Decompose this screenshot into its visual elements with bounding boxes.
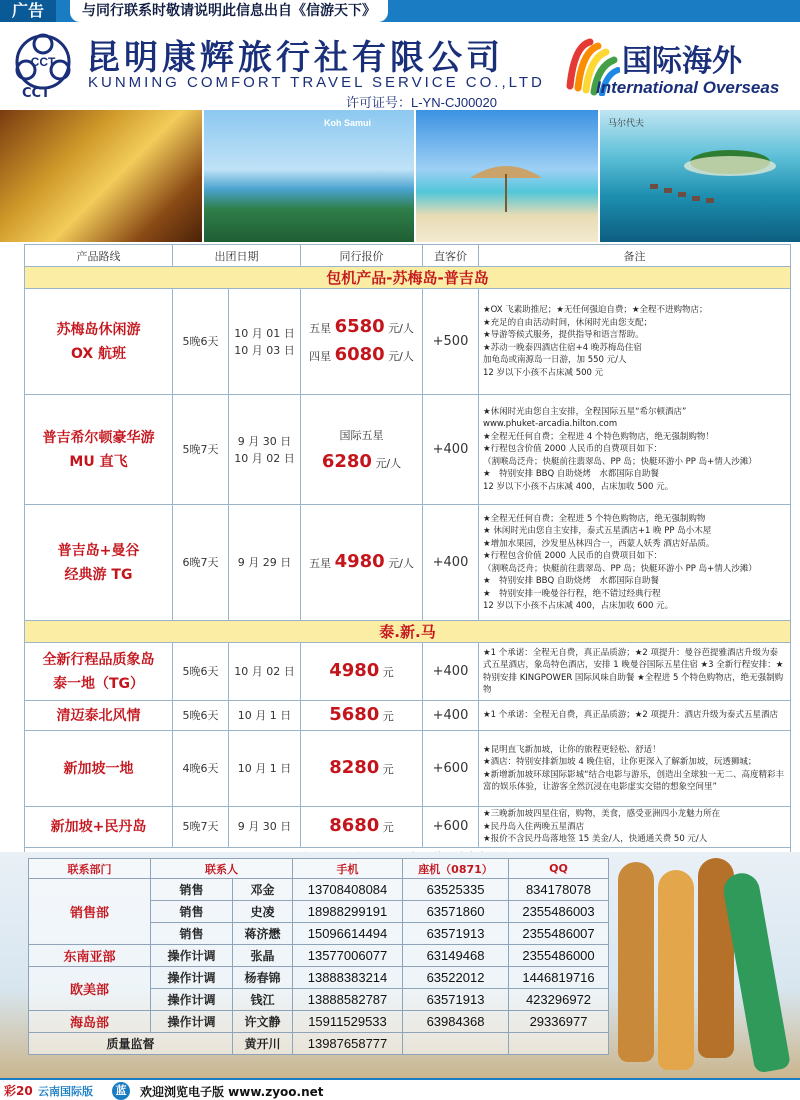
contact-phone: 63571860 [403,901,509,923]
table-row [25,643,791,701]
route-name: 普吉岛+曼谷 经典游 TG [25,505,173,621]
trade-price: 五星 6580 元/人 四星 6080 元/人 [301,289,423,395]
col-header-route: 产品路线 [25,245,173,267]
tour-notes: ★昆明直飞新加坡，让你的旅程更轻松、舒适！ ★酒店：特别安排新加坡 4 晚住宿，让你更深入了解新加坡，玩透狮城； ★新增新加坡环球国际影城“结合电影与游乐，创造出全球独一无二、高度精彩丰富的娱乐体验，让游客全然沉浸在电影虚实交错的想象空间里” [479,731,791,807]
island-icon [640,140,780,210]
contact-col-qq: QQ [509,859,609,879]
tour-notes: ★全程无任何自费；全程进 5 个特色购物店，绝无强制购物 ★ 休闲时光由您自主安排，泰式五星酒店+1 晚 PP 岛小木屋 ★增加水果园，沙发里丛林四合一，西蒙人妖秀 酒店好品质。 ★行程包含价值 2000 人民币的自费项目如下： （割喉岛泛舟；快艇前往翡翠岛、PP 岛；快艇环游小 PP 岛+情人沙滩） ★ 特别安排 BBQ 自助烧烤 水都国际自助餐 ★ 特别安排一晚曼谷行程，绝不错过经典行程 12 岁以下小孩不占床减 400，占床加收 600 元。 [479,505,791,621]
photo-maldives [600,110,800,242]
contact-phone: 63149468 [403,945,509,967]
direct-price: +400 [423,395,479,505]
contact-col-dept: 联系部门 [29,859,151,879]
col-header-notes: 备注 [479,245,791,267]
tour-notes: ★OX 飞素助推尼；★无任何强迫自费；★全程不进购物店； ★充足的自由活动时间，休闲时光由您支配； ★导游等候式服务，提供指导和语言帮助。 ★苏动一晚泰四酒店住宿+4 晚苏梅岛住宿 加龟岛或南源岛一日游，加 550 元/人 12 岁以下小孩不占床减 500 元 [479,289,791,395]
col-header-direct-price: 直客价 [423,245,479,267]
tour-notes: ★三晚新加坡四星住宿，购物，美食，感受亚洲四小龙魅力所在 ★民丹岛入住两晚五星酒店 ★报价不含民丹岛落地签 15 美金/人，快通通关费 50 元/人 [479,807,791,848]
photo-watermark: 马尔代夫 [608,118,645,128]
route-name: 全新行程品质象岛 泰一地（TG） [25,643,173,701]
direct-price: +400 [423,701,479,731]
col-header-date: 出团日期 [173,245,301,267]
contact-qq: 2355486003 [509,901,609,923]
departure-dates: 9 月 30 日 10 月 02 日 [229,395,301,505]
contact-dept: 东南亚部 [29,945,151,967]
edition-badge: 蓝 [112,1082,130,1100]
route-name: 清迈泰北风情 [25,701,173,731]
trade-price: 国际五星 6280 元/人 [301,395,423,505]
table-row [25,505,791,621]
intl-overseas-cn: 国际海外 [622,44,742,79]
contact-role: 销售 [151,923,233,945]
duration: 5晚7天 [173,807,229,848]
contact-qq: 29336977 [509,1011,609,1033]
contact-qq: 2355486007 [509,923,609,945]
contact-role: 操作计调 [151,945,233,967]
table-row [25,289,791,395]
photo-strip [0,110,800,242]
departure-dates: 10 月 01 日 10 月 03 日 [229,289,301,395]
bottom-bar [0,1078,800,1100]
umbrella-icon [466,154,546,214]
contact-mobile: 13888582787 [293,989,403,1011]
contact-mobile: 13577006077 [293,945,403,967]
trade-price: 8280 元 [301,731,423,807]
contact-name: 钱江 [233,989,293,1011]
contact-role: 操作计调 [151,989,233,1011]
duration: 5晚6天 [173,701,229,731]
departure-dates: 10 月 02 日 [229,643,301,701]
trade-price: 五星 4980 元/人 [301,505,423,621]
contact-name: 许文静 [233,1011,293,1033]
contact-role: 销售 [151,879,233,901]
ad-label: 广告 [0,0,56,22]
table-header-row [25,245,791,267]
route-name: 新加坡一地 [25,731,173,807]
contact-qq: 834178078 [509,879,609,901]
contact-name: 张晶 [233,945,293,967]
supervisor-name: 黄开川 [233,1033,293,1055]
direct-price: +400 [423,643,479,701]
cct-small-text: CCT [22,86,50,101]
table-row [25,701,791,731]
contact-role: 操作计调 [151,1011,233,1033]
website-link[interactable]: 欢迎浏览电子版 www.zyoo.net [140,1085,324,1099]
contact-col-person: 联系人 [151,859,293,879]
license-number: 许可证号：L-YN-CJ00020 [346,95,497,110]
surfboard-icon [658,870,694,1070]
page-number: 彩20 [4,1084,33,1098]
company-name-cn: 昆明康辉旅行社有限公司 [86,38,504,78]
departure-dates: 9 月 30 日 [229,807,301,848]
contact-role: 操作计调 [151,967,233,989]
direct-price: +400 [423,505,479,621]
contact-mobile: 13708408084 [293,879,403,901]
contact-header-row [29,859,609,879]
photo-koh-samui [204,110,414,242]
tour-notes: ★1 个承诺：全程无自费，真正品质游；★2 项提升：曼谷芭提雅酒店升级为泰式五星酒店，象岛特色酒店，安排 1 晚曼谷国际五星住宿 ★3 全新行程安排：★特别安排 KINGPOWER 国际风味自助餐 ★全程进 5 个特色购物店，绝无强制购物 [479,643,791,701]
table-row [25,731,791,807]
intl-overseas-en: International Overseas [596,78,780,97]
route-name: 苏梅岛休闲游 OX 航班 [25,289,173,395]
section-row [25,267,791,289]
contact-qq: 1446819716 [509,967,609,989]
contact-mobile: 13888383214 [293,967,403,989]
contact-row [29,967,609,989]
contact-qq: 2355486000 [509,945,609,967]
contact-col-phone: 座机（0871） [403,859,509,879]
direct-price: +600 [423,731,479,807]
duration: 5晚6天 [173,289,229,395]
contact-phone: 63525335 [403,879,509,901]
photo-golden-statues [0,110,202,242]
surfboard-icon [618,862,654,1062]
section-title: 包机产品-苏梅岛-普吉岛 [25,267,791,289]
duration: 6晚7天 [173,505,229,621]
header [0,22,800,110]
trade-price: 5680 元 [301,701,423,731]
contact-name: 邓金 [233,879,293,901]
contact-mobile: 18988299191 [293,901,403,923]
contact-name: 史凌 [233,901,293,923]
contact-role: 销售 [151,901,233,923]
col-header-trade-price: 同行报价 [301,245,423,267]
table-row [25,395,791,505]
contact-row [29,879,609,901]
direct-price: +600 [423,807,479,848]
top-notice: 与同行联系时敬请说明此信息出自《信游天下》 [70,0,388,22]
photo-watermark: Koh Samui [324,118,372,128]
departure-dates: 10 月 1 日 [229,701,301,731]
contact-table [28,858,609,1055]
direct-price: +500 [423,289,479,395]
contact-phone: 63984368 [403,1011,509,1033]
departure-dates: 10 月 1 日 [229,731,301,807]
contact-name: 杨春锦 [233,967,293,989]
contact-mobile: 15096614494 [293,923,403,945]
contact-mobile: 15911529533 [293,1011,403,1033]
duration: 5晚6天 [173,643,229,701]
contact-dept: 海岛部 [29,1011,151,1033]
duration: 5晚7天 [173,395,229,505]
contact-phone: 63571913 [403,989,509,1011]
trade-price: 4980 元 [301,643,423,701]
supervisor-label: 质量监督 [29,1033,233,1055]
section-title: 泰.新.马 [25,621,791,643]
contact-dept: 欧美部 [29,967,151,1011]
contact-col-mobile: 手机 [293,859,403,879]
company-name-en: KUNMING COMFORT TRAVEL SERVICE CO.,LTD [88,74,545,91]
route-name: 新加坡+民丹岛 [25,807,173,848]
tour-notes: ★1 个承诺：全程无自费，真正品质游；★2 项提升：酒店升级为泰式五星酒店 [479,701,791,731]
route-name: 普吉希尔顿豪华游 MU 直飞 [25,395,173,505]
departure-dates: 9 月 29 日 [229,505,301,621]
photo-beach-umbrella [416,110,598,242]
cct-logo-text: CCT [30,55,56,69]
contact-row [29,1011,609,1033]
section-row [25,621,791,643]
contact-qq: 423296972 [509,989,609,1011]
contact-phone: 63571913 [403,923,509,945]
table-row [25,807,791,848]
contact-row [29,1033,609,1055]
contact-phone: 63522012 [403,967,509,989]
contact-name: 蒋济懋 [233,923,293,945]
contact-row [29,945,609,967]
duration: 4晚6天 [173,731,229,807]
supervisor-mobile: 13987658777 [293,1033,403,1055]
tour-price-table [24,244,791,868]
trade-price: 8680 元 [301,807,423,848]
tour-notes: ★休闲时光由您自主安排，全程国际五星“希尔顿酒店” www.phuket-arcadia.hilton.com ★全程无任何自费；全程进 4 个特色购物店，绝无强制购物！ ★行程包含价值 2000 人民币的自费项目如下： （割喉岛泛舟；快艇前往翡翠岛、PP 岛；快艇环游小 PP 岛+情人沙滩） ★ 特别安排 BBQ 自助烧烤 水都国际自助餐 12 岁以下小孩不占床减 400，占床加收 500 元。 [479,395,791,505]
contact-dept: 销售部 [29,879,151,945]
page-section: 云南国际版 [38,1085,93,1098]
